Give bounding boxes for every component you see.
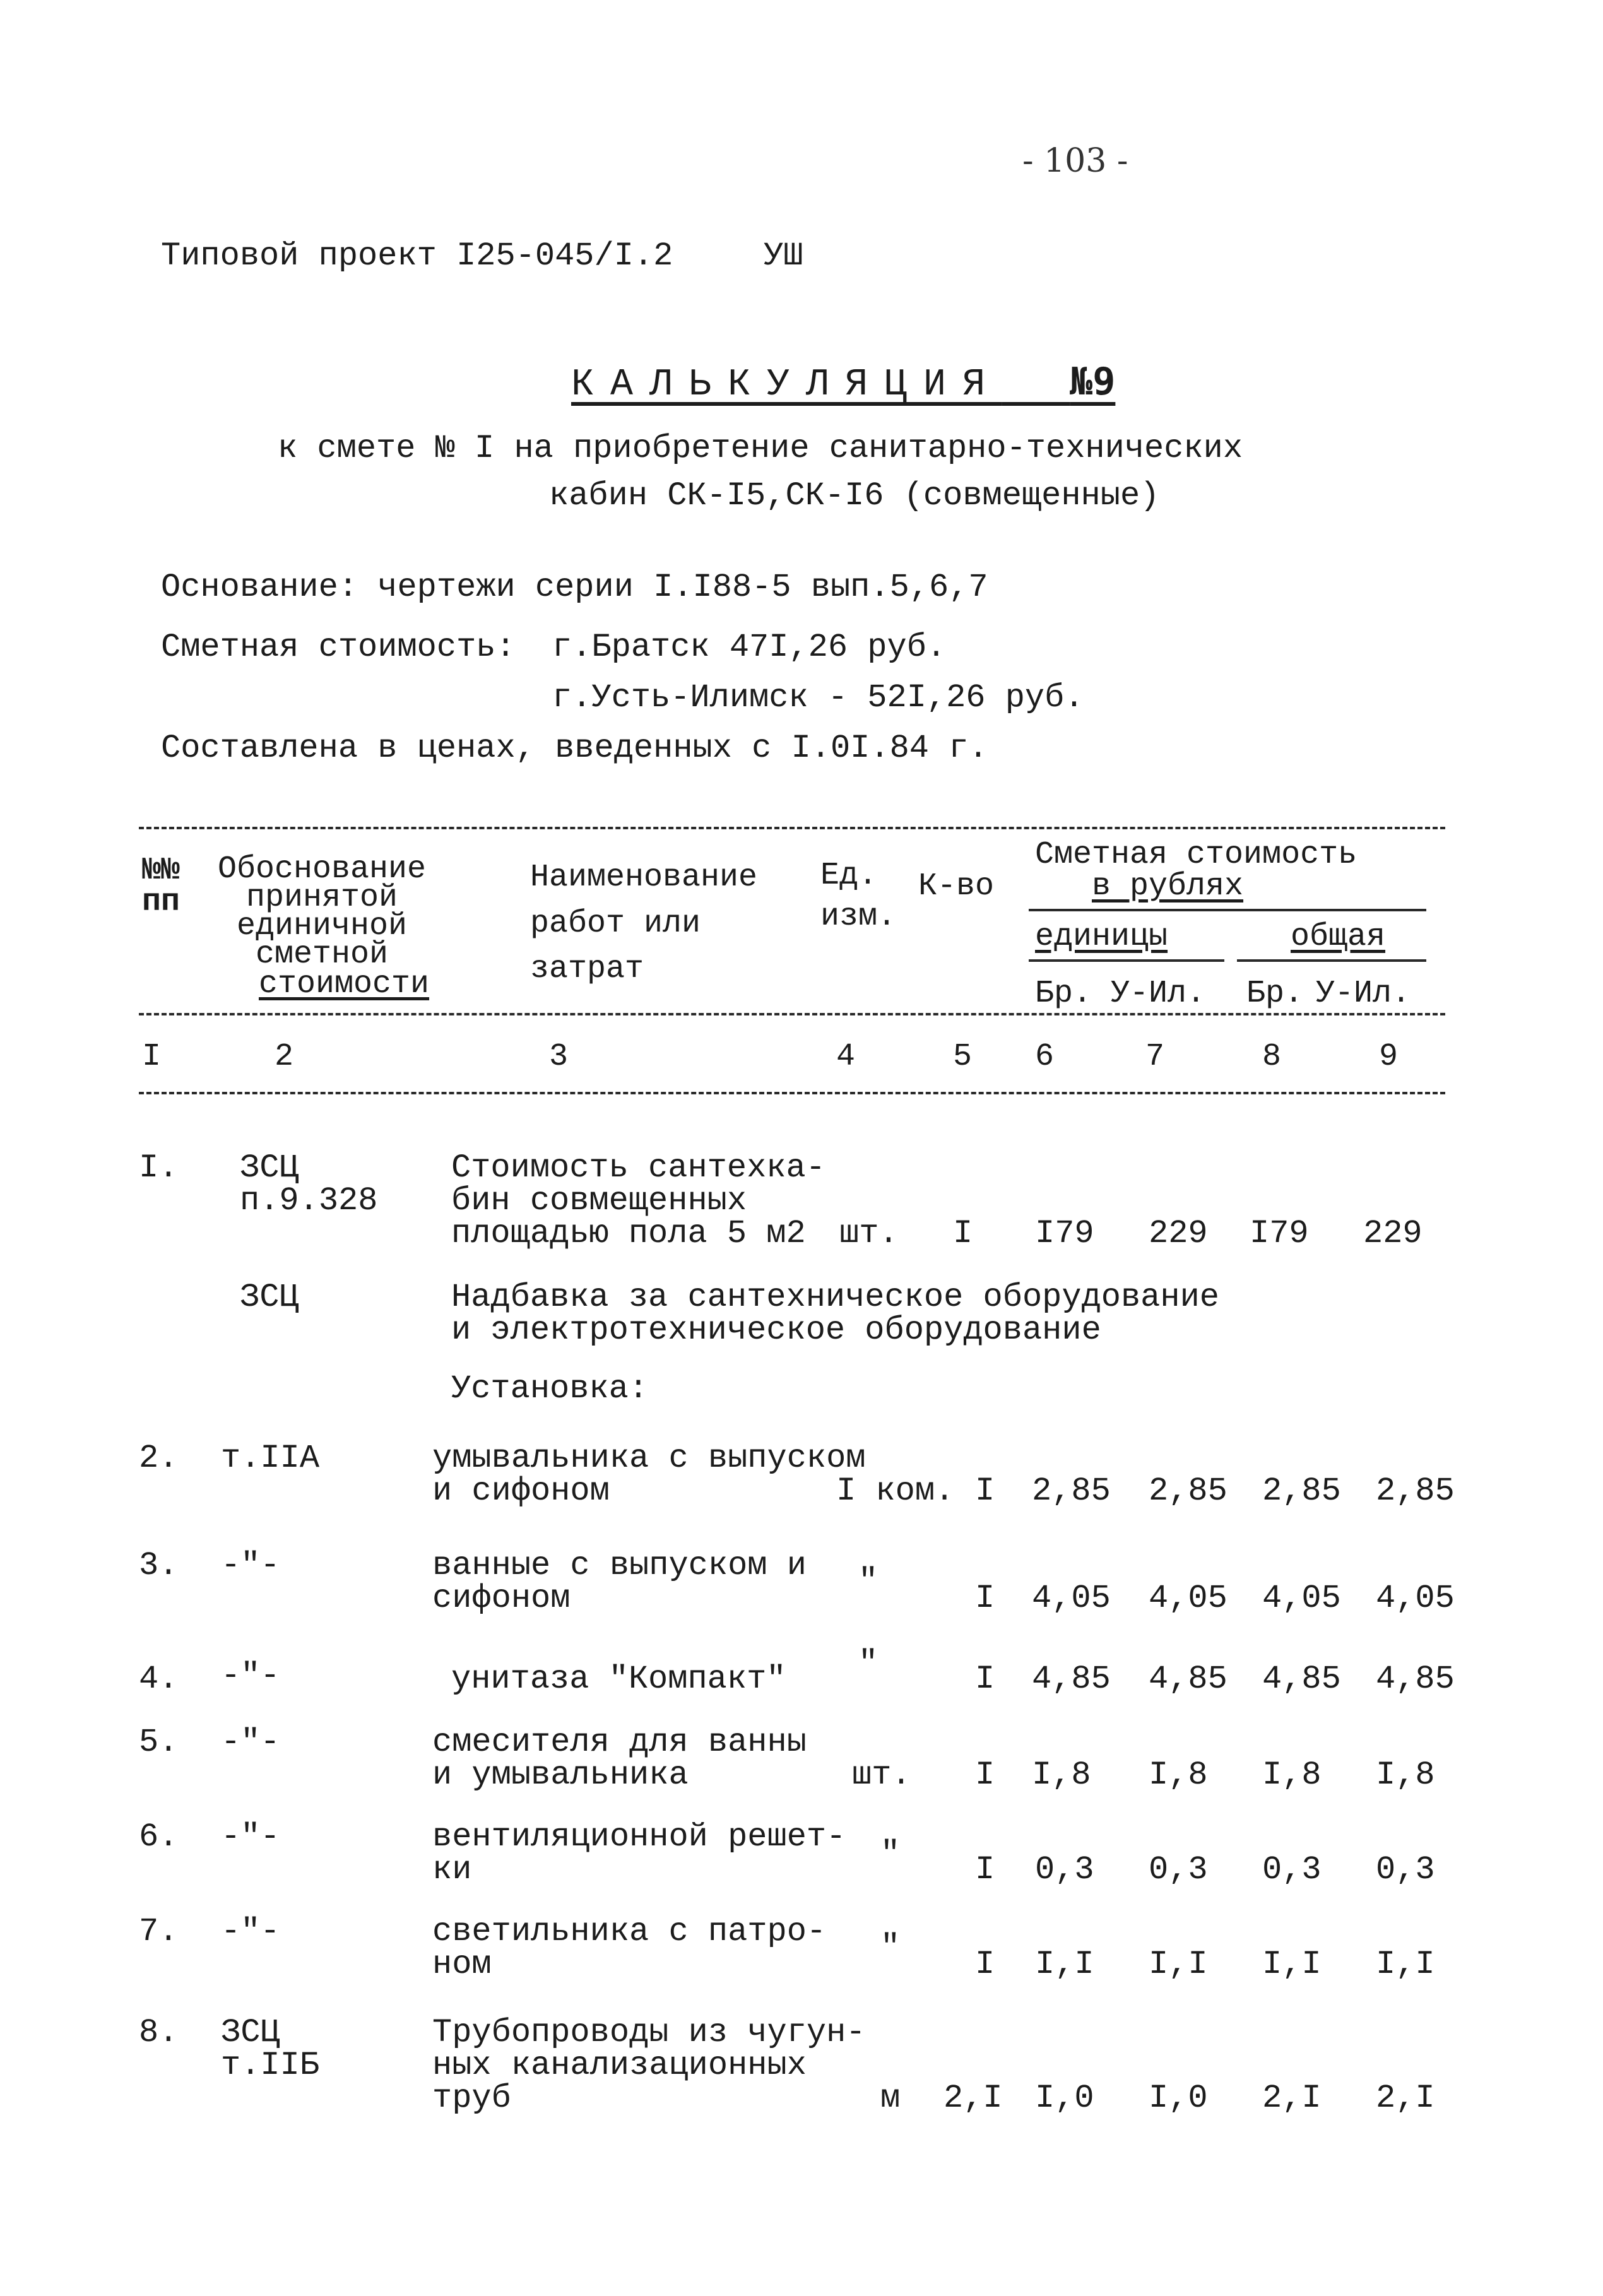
row-qty: I: [953, 1215, 973, 1252]
row-unit: ": [880, 1929, 901, 1966]
cost-ust-ilimsk: г.Усть-Илимск - 52I,26 руб.: [552, 679, 1084, 716]
row-num: 3.: [139, 1547, 179, 1584]
header-bottom-rule: [139, 1013, 1445, 1015]
row-basis: т.IIA: [221, 1440, 320, 1477]
row-c7: I,8: [1149, 1756, 1208, 1794]
unit-price-rule: [1029, 959, 1224, 962]
row-c8: I,I: [1262, 1946, 1322, 1983]
row-c8: 2,I: [1262, 2080, 1322, 2117]
prices-note: Составлена в ценах, введенных с I.0I.84 г.: [161, 730, 988, 767]
col-number: 7: [1145, 1039, 1165, 1075]
row-basis: -"-: [221, 1547, 280, 1584]
header-ui2: У-Ил.: [1316, 976, 1411, 1012]
subtitle-line-2: кабин СК-I5,СК-I6 (совмещенные): [549, 477, 1160, 514]
header-total: общая: [1291, 919, 1386, 955]
row-num: 2.: [139, 1440, 179, 1477]
header-basis-last: стоимости: [259, 966, 430, 1002]
row-c7: I,I: [1149, 1946, 1208, 1983]
header-num: №№ пп: [142, 853, 180, 920]
row-basis: ЗСЦ т.IIБ: [221, 2014, 320, 2084]
cost-bratsk: г.Братск 47I,26 руб.: [552, 629, 947, 666]
page-number: - 103 -: [1022, 142, 1128, 180]
header-name: Наименование работ или затрат: [530, 860, 758, 987]
row-c6: I,I: [1035, 1946, 1094, 1983]
cost-label: Сметная стоимость:: [161, 629, 516, 666]
col-number: 2: [275, 1039, 294, 1075]
row-c9: 2,I: [1376, 2080, 1435, 2117]
row-name: Стоимость сантехка- бин совмещенных площадью пола 5 м2: [451, 1149, 825, 1252]
row-c9: 229: [1363, 1215, 1423, 1252]
row-unit: ": [858, 1563, 878, 1600]
row-name: светильника с патро- ном: [432, 1913, 827, 1983]
project-section: УШ: [764, 237, 803, 275]
row-c9: I,8: [1376, 1756, 1435, 1794]
row-unit: ": [880, 1835, 901, 1873]
row-basis: -"-: [221, 1818, 280, 1855]
row-name: смесителя для ванны и умывальника: [432, 1724, 807, 1794]
header-unit: Ед. изм.: [820, 858, 897, 935]
row-name: вентиляционной решет- ки: [432, 1818, 846, 1888]
row-num: I.: [139, 1149, 179, 1186]
row-c6: 2,85: [1032, 1472, 1111, 1510]
row-basis: ЗСЦ п.9.328: [240, 1149, 378, 1219]
col-numbers-rule: [139, 1092, 1445, 1094]
row-num: 4.: [139, 1660, 179, 1698]
row-name: умывальника с выпуском и сифоном: [432, 1440, 866, 1510]
header-cost-sub: в рублях: [1092, 868, 1244, 904]
col-number: 5: [953, 1039, 973, 1075]
row-c6: I,8: [1032, 1756, 1091, 1794]
row-qty: 2,I: [943, 2080, 1003, 2117]
cost-group-rule: [1029, 909, 1426, 911]
row-unit: I ком.: [836, 1472, 955, 1510]
row-qty: I: [975, 1756, 995, 1794]
row-basis: -"-: [221, 1657, 280, 1695]
row-unit: шт.: [852, 1756, 911, 1794]
table-top-rule: [139, 827, 1445, 829]
row-qty: I: [975, 1580, 995, 1617]
row-c7: 4,85: [1149, 1660, 1227, 1698]
header-cost-group: Сметная стоимость: [1035, 837, 1358, 873]
row-c7: 4,05: [1149, 1580, 1227, 1617]
row-c8: 0,3: [1262, 1851, 1322, 1888]
row-num: 6.: [139, 1818, 179, 1855]
row-num: 7.: [139, 1913, 179, 1950]
header-ui: У-Ил.: [1111, 976, 1206, 1012]
row-basis: -"-: [221, 1724, 280, 1761]
row-c7: 0,3: [1149, 1851, 1208, 1888]
subtitle-line-1: к смете № I на приобретение санитарно-технических: [278, 430, 1243, 467]
basis-line: Основание: чертежи серии I.I88-5 вып.5,6,7: [161, 569, 988, 606]
row-c7: 229: [1149, 1215, 1208, 1252]
row-c7: I,0: [1149, 2080, 1208, 2117]
row-unit: м: [880, 2080, 901, 2117]
row-num: 5.: [139, 1724, 179, 1761]
row-c9: 2,85: [1376, 1472, 1455, 1510]
row-c8: I,8: [1262, 1756, 1322, 1794]
row-c6: 4,85: [1032, 1660, 1111, 1698]
project-code: Типовой проект I25-045/I.2: [161, 237, 673, 275]
header-br2: Бр.: [1246, 976, 1304, 1012]
col-number: I: [142, 1039, 162, 1075]
row-c8: 2,85: [1262, 1472, 1341, 1510]
row-unit: шт.: [839, 1215, 899, 1252]
row-qty: I: [975, 1660, 995, 1698]
header-unit-price: единицы: [1035, 919, 1168, 955]
col-number: 4: [836, 1039, 856, 1075]
header-br: Бр.: [1035, 976, 1092, 1012]
row-c8: I79: [1250, 1215, 1309, 1252]
row-c9: 0,3: [1376, 1851, 1435, 1888]
header-basis: Обоснование принятой единичной сметной: [218, 851, 427, 973]
total-rule: [1237, 959, 1426, 962]
row-c9: 4,85: [1376, 1660, 1455, 1698]
row-c6: 4,05: [1032, 1580, 1111, 1617]
row-c8: 4,85: [1262, 1660, 1341, 1698]
col-number: 3: [549, 1039, 569, 1075]
row-basis: -"-: [221, 1913, 280, 1950]
row-unit: ": [858, 1645, 878, 1682]
document-title: [571, 360, 1115, 406]
row-num: 8.: [139, 2014, 179, 2051]
header-qty: К-во: [918, 868, 995, 904]
row-qty: I: [975, 1851, 995, 1888]
row-c9: I,I: [1376, 1946, 1435, 1983]
row-c6: 0,3: [1035, 1851, 1094, 1888]
row-c8: 4,05: [1262, 1580, 1341, 1617]
title-word: КАЛЬКУЛЯЦИЯ: [571, 364, 1002, 406]
row-name: Трубопроводы из чугун- ных канализационных труб: [432, 2014, 866, 2117]
row-name: Надбавка за сантехническое оборудование и электротехническое оборудование: [451, 1279, 1219, 1349]
col-number: 8: [1262, 1039, 1282, 1075]
row-qty: I: [975, 1946, 995, 1983]
row-name: Установка:: [451, 1370, 649, 1407]
row-name: унитаза "Компакт": [451, 1660, 786, 1698]
col-number: 6: [1035, 1039, 1055, 1075]
row-c9: 4,05: [1376, 1580, 1455, 1617]
title-number: №9: [1070, 360, 1116, 404]
row-c6: I,0: [1035, 2080, 1094, 2117]
row-name: ванные с выпуском и сифоном: [432, 1547, 807, 1617]
row-c7: 2,85: [1149, 1472, 1227, 1510]
row-qty: I: [975, 1472, 995, 1510]
row-basis: ЗСЦ: [240, 1279, 299, 1316]
col-number: 9: [1379, 1039, 1399, 1075]
row-c6: I79: [1035, 1215, 1094, 1252]
